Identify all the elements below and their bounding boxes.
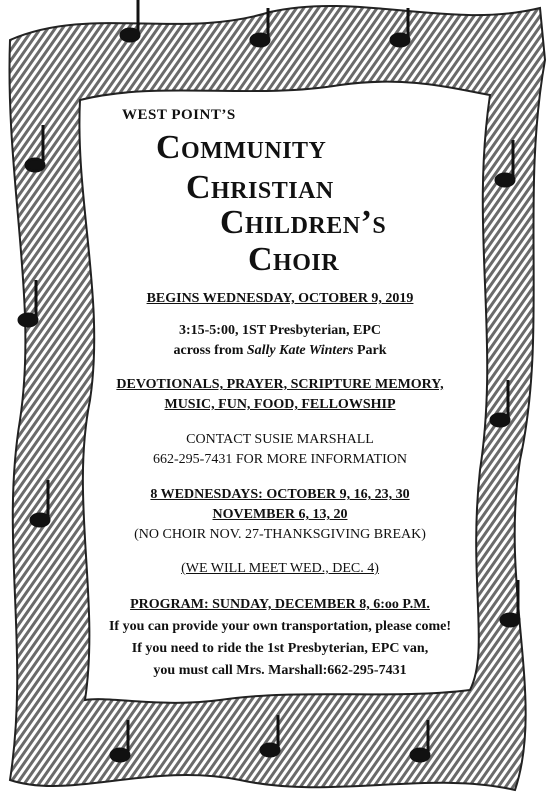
meet-note: (WE WILL MEET WED., DEC. 4) <box>181 561 379 576</box>
title-line-community: Community <box>156 129 327 166</box>
title-line-childrens: Children’s <box>220 204 387 241</box>
transport-line-1: If you can provide your own transportation, please come! <box>108 619 452 634</box>
across-from <box>80 343 480 359</box>
contact-line-1: CONTACT SUSIE MARSHALL <box>186 432 374 447</box>
weeks-october <box>80 487 480 503</box>
program-line: PROGRAM: SUNDAY, DECEMBER 8, 6:oo P.M. <box>130 597 430 612</box>
time-place: 3:15-5:00, 1ST Presbyterian, EPC <box>178 323 382 338</box>
across-suffix: Park <box>353 343 387 358</box>
activities-line-2: MUSIC, FUN, FOOD, FELLOWSHIP <box>164 397 396 412</box>
no-choir-note: (NO CHOIR NOV. 27-THANKSGIVING BREAK) <box>134 527 426 542</box>
activities-line-1: DEVOTIONALS, PRAYER, SCRIPTURE MEMORY, <box>116 377 444 392</box>
transport-line-3: you must call Mrs. Marshall:662-295-7431 <box>153 663 407 678</box>
park-name: Sally Kate Winters <box>246 343 354 358</box>
weeks-label: 8 WEDNESDAYS: <box>150 487 263 502</box>
across-prefix: across from <box>173 343 247 358</box>
title-line-choir: Choir <box>248 241 340 278</box>
begins-date: BEGINS WEDNESDAY, OCTOBER 9, 2019 <box>146 291 414 306</box>
weeks-oct: OCTOBER 9, 16, 23, 30 <box>262 487 410 502</box>
title-line-christian: Christian <box>186 169 334 206</box>
contact-line-2: 662-295-7431 FOR MORE INFORMATION <box>153 452 407 467</box>
transport-line-2: If you need to ride the 1st Presbyterian, EPC van, <box>131 641 429 656</box>
pre-title: WEST POINT’S <box>122 107 236 123</box>
weeks-november: NOVEMBER 6, 13, 20 <box>212 507 348 522</box>
